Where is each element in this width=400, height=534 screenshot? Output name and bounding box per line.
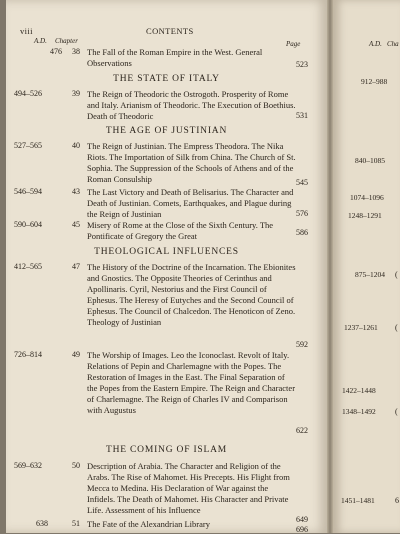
page-number: viii	[20, 26, 33, 36]
entry-chapter: 38	[72, 47, 80, 56]
entry-page: 531	[296, 111, 308, 120]
facing-chapter-fragment: (	[395, 407, 398, 416]
facing-date: 875–1204	[355, 270, 385, 279]
entry-description: The Fall of the Roman Empire in the West. General Observations	[87, 47, 263, 68]
entry-chapter: 51	[72, 519, 80, 528]
entry-description: Misery of Rome at the Close of the Sixth Century. The Pontificate of Gregory the Great	[87, 220, 274, 241]
page-title: CONTENTS	[146, 26, 194, 36]
facing-date: 1451–1481	[341, 496, 375, 505]
entry-page: 586	[296, 228, 308, 237]
entry-page: 696	[296, 525, 308, 534]
entry-page: 592	[296, 340, 308, 349]
column-header-ad: A.D.	[34, 37, 47, 45]
facing-column-header-chapter: Cha	[387, 40, 399, 48]
section-heading: THE AGE OF JUSTINIAN	[105, 126, 228, 136]
section-heading: THE STATE OF ITALY	[113, 74, 220, 84]
facing-date: 1074–1096	[350, 193, 384, 202]
entry-chapter: 43	[72, 187, 80, 196]
entry-date: 569–632	[14, 461, 42, 470]
entry-chapter: 49	[72, 350, 80, 359]
left-page	[6, 0, 327, 533]
entry-chapter: 50	[72, 461, 80, 470]
entry-chapter: 39	[72, 89, 80, 98]
entry-date: 476	[50, 47, 62, 56]
facing-date: 912–988	[361, 77, 388, 86]
entry-page: 545	[296, 178, 308, 187]
entry-description: The History of the Doctrine of the Incarnation. The Ebionites and Gnostics. The Opposite Theories of Cerinthus and Apollinaris. Cyril, Nestorius and the First Council of Ephesus. The Heresy of Eutyches and the Second Council of Ephesus. The Council of Chalcedon. The Henoticon of Zeno. Theology of Justinian	[87, 262, 296, 327]
facing-date: 1348–1492	[342, 407, 376, 416]
entry-page: 576	[296, 209, 308, 218]
column-header-chapter: Chapter	[55, 37, 78, 45]
facing-date: 840–1085	[355, 156, 385, 165]
entry-date: 412–565	[14, 262, 42, 271]
facing-chapter-fragment: (	[395, 270, 398, 279]
entry-chapter: 45	[72, 220, 80, 229]
entry-description: The Reign of Justinian. The Empress Theodora. The Nika Riots. The Importation of Silk from China. The Church of St. Sophia. The Suppression of the Schools of Athens and of the Roman Consulship	[87, 141, 296, 184]
entry-description: The Worship of Images. Leo the Iconoclast. Revolt of Italy. Relations of Pepin and Charlemagne with the Popes. The Restoration of Images in the East. The Final Separation of the Popes from the Eastern Empire. The Reign and Character of Charlemagne. The Reign of Charles IV and Comparison with Augustus	[87, 350, 296, 415]
section-heading: THE COMING OF ISLAM	[105, 445, 228, 455]
entry-description: The Last Victory and Death of Belisarius. The Character and Death of Justinian. Comets, Earthquakes, and Plague during the Reign of Justinian	[87, 187, 294, 219]
entry-date: 527–565	[14, 141, 42, 150]
column-header-page: Page	[286, 40, 301, 48]
entry-chapter: 47	[72, 262, 80, 271]
entry-description: The Reign of Theodoric the Ostrogoth. Prosperity of Rome and Italy. Arianism of Theodoric. The Execution of Boethius. Death of Theodoric	[87, 89, 296, 121]
entry-chapter: 40	[72, 141, 80, 150]
entry-date: 726–814	[14, 350, 42, 359]
entry-description: The Fate of the Alexandrian Library	[87, 519, 210, 529]
facing-chapter-fragment: 6	[395, 496, 399, 505]
entry-date: 494–526	[14, 89, 42, 98]
entry-date: 590–604	[14, 220, 42, 229]
entry-page: 523	[296, 60, 308, 69]
entry-date: 546–594	[14, 187, 42, 196]
entry-description: Description of Arabia. The Character and Religion of the Arabs. The Rise of Mahomet. His Precepts. His Flight from Mecca to Medina. His Declaration of War against the Infidels. The Death of Mahomet. His Character and Private Life. Assessment of his Influence	[87, 461, 290, 515]
facing-page	[333, 0, 400, 533]
facing-date: 1237–1261	[344, 323, 378, 332]
entry-page: 649	[296, 515, 308, 524]
facing-column-header-ad: A.D.	[369, 40, 382, 48]
entry-page: 622	[296, 426, 308, 435]
facing-chapter-fragment: (	[395, 323, 398, 332]
facing-date: 1422–1448	[342, 386, 376, 395]
facing-date: 1248–1291	[348, 211, 382, 220]
entry-date: 638	[36, 519, 48, 528]
section-heading: THEOLOGICAL INFLUENCES	[94, 247, 239, 257]
